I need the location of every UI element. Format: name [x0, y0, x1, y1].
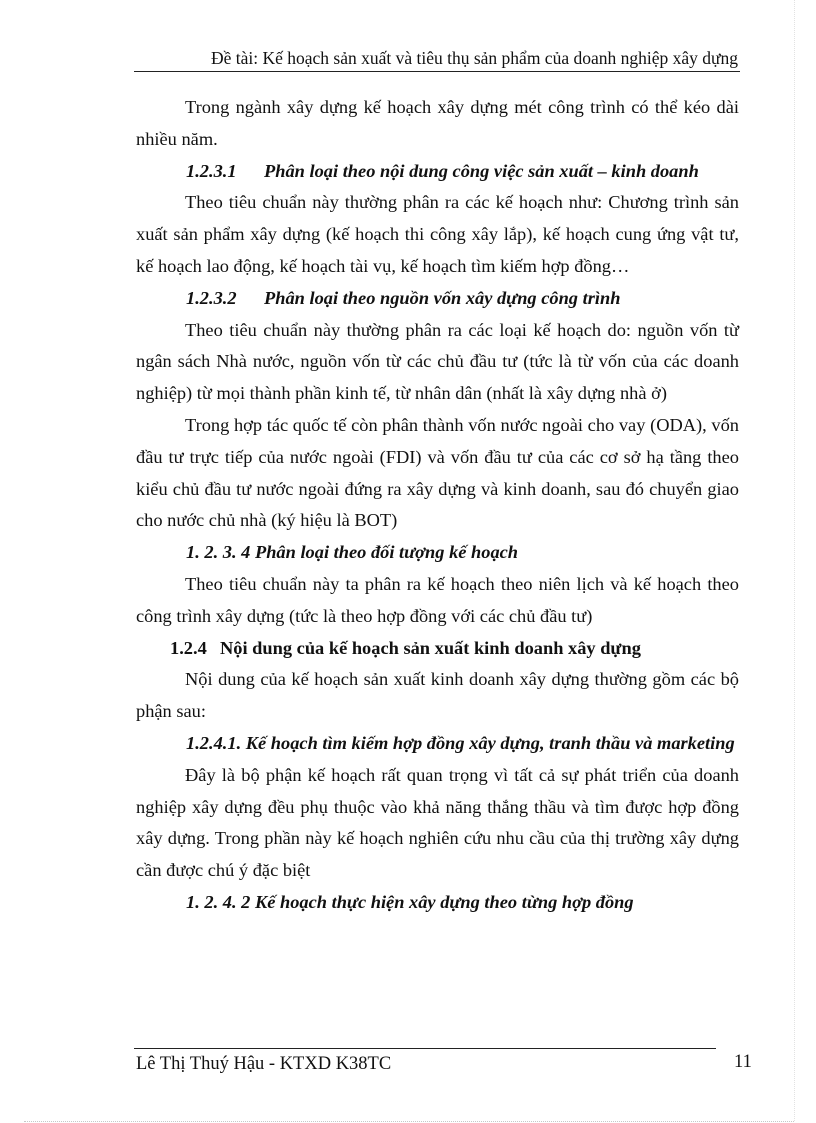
page-bottom-edge	[24, 1121, 794, 1122]
paragraph: Theo tiêu chuẩn này thường phân ra các kế hoạch như: Chương trình sản xuất sản phẩm xây dựng (kế hoạch thi công xây lắp), kế hoạch cung ứng vật tư, kế hoạch lao động, kế hoạch tài vụ, kế hoạch tìm kiếm hợp đồng…	[136, 192, 739, 276]
paragraph: Trong hợp tác quốc tế còn phân thành vốn nước ngoài cho vay (ODA), vốn đầu tư trực tiếp của nước ngoài (FDI) và vốn đầu tư của các cơ sở hạ tầng theo kiểu chủ đầu tư nước ngoài đứng ra xây dựng và kinh doanh, sau đó chuyển giao cho nước chủ nhà (ký hiệu là BOT)	[136, 414, 739, 531]
heading-title: Phân loại theo nội dung công việc sản xuất – kinh doanh	[264, 160, 699, 181]
heading-title: Phân loại theo nguồn vốn xây dựng công trình	[264, 287, 621, 308]
page-right-edge	[794, 0, 795, 1121]
subsection-heading: 1. 2. 4. 2 Kế hoạch thực hiện xây dựng theo từng hợp đồng	[186, 891, 634, 912]
subsection-heading: 1. 2. 3. 4 Phân loại theo đối tượng kế hoạch	[186, 542, 519, 563]
paragraph: Theo tiêu chuẩn này thường phân ra các loại kế hoạch do: nguồn vốn từ ngân sách Nhà nước, nguồn vốn từ các chủ đầu tư (tức là từ vốn của các doanh nghiệp) từ mọi thành phần kinh tế, từ nhân dân (nhất là xây dựng nhà ở)	[136, 319, 739, 404]
header-divider	[134, 71, 740, 72]
paragraph: Đây là bộ phận kế hoạch rất quan trọng vì tất cả sự phát triển của doanh nghiệp xây dựng đều phụ thuộc vào khả năng thắng thầu và tìm được hợp đồng xây dựng. Trong phần này kế hoạch nghiên cứu nhu cầu của thị trường xây dựng cần được chú ý đặc biệt	[136, 764, 739, 881]
subsection-heading	[136, 283, 739, 315]
subsection-heading	[136, 156, 739, 188]
paragraph: Trong ngành xây dựng kế hoạch xây dựng mét công trình có thể kéo dài nhiều năm.	[136, 97, 739, 149]
paragraph: Theo tiêu chuẩn này ta phân ra kế hoạch theo niên lịch và kế hoạch theo công trình xây dựng (tức là theo hợp đồng với các chủ đầu tư)	[136, 573, 739, 626]
page-header-title: Đề tài: Kế hoạch sản xuất và tiêu thụ sản phẩm của doanh nghiệp xây dựng	[210, 48, 738, 68]
heading-number: 1.2.3.1	[186, 160, 237, 181]
heading-number: 1.2.3.2	[186, 287, 237, 308]
subsection-heading: 1.2.4.1. Kế hoạch tìm kiếm hợp đồng xây dựng, tranh thầu và marketing	[186, 732, 735, 753]
paragraph: Nội dung của kế hoạch sản xuất kinh doanh xây dựng thường gồm các bộ phận sau:	[136, 669, 739, 722]
page-number: 11	[734, 1052, 752, 1072]
section-heading	[136, 633, 739, 665]
footer-author: Lê Thị Thuý Hậu - KTXD K38TC	[136, 1054, 392, 1074]
heading-title: Nội dung của kế hoạch sản xuất kinh doanh xây dựng	[220, 637, 641, 658]
footer-divider	[134, 1048, 716, 1049]
heading-number: 1.2.4	[170, 637, 207, 658]
page-body	[136, 92, 739, 919]
